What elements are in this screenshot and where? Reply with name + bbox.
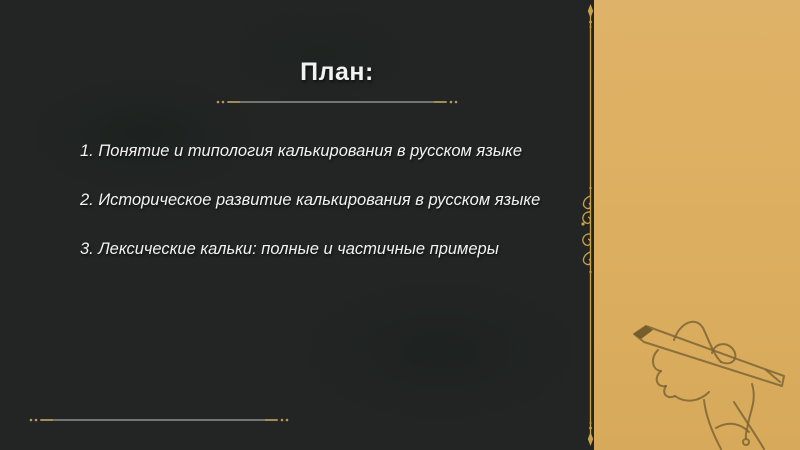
gold-side-panel — [594, 0, 800, 450]
title-divider-icon — [215, 97, 459, 107]
slide-title: План: — [300, 58, 374, 86]
title-block — [215, 58, 459, 112]
list-item-3: 3. Лексические кальки: полные и частичные примеры — [80, 240, 499, 258]
vertical-flourish-ornament-icon — [579, 0, 603, 450]
list-item-2: 2. Историческое развитие калькирования в русском языке — [80, 191, 541, 209]
list-item-1: 1. Понятие и типология калькирования в русском языке — [80, 142, 523, 160]
hand-holding-pen-icon — [616, 308, 798, 450]
bottom-divider-icon — [28, 415, 290, 425]
plan-list — [80, 141, 540, 288]
